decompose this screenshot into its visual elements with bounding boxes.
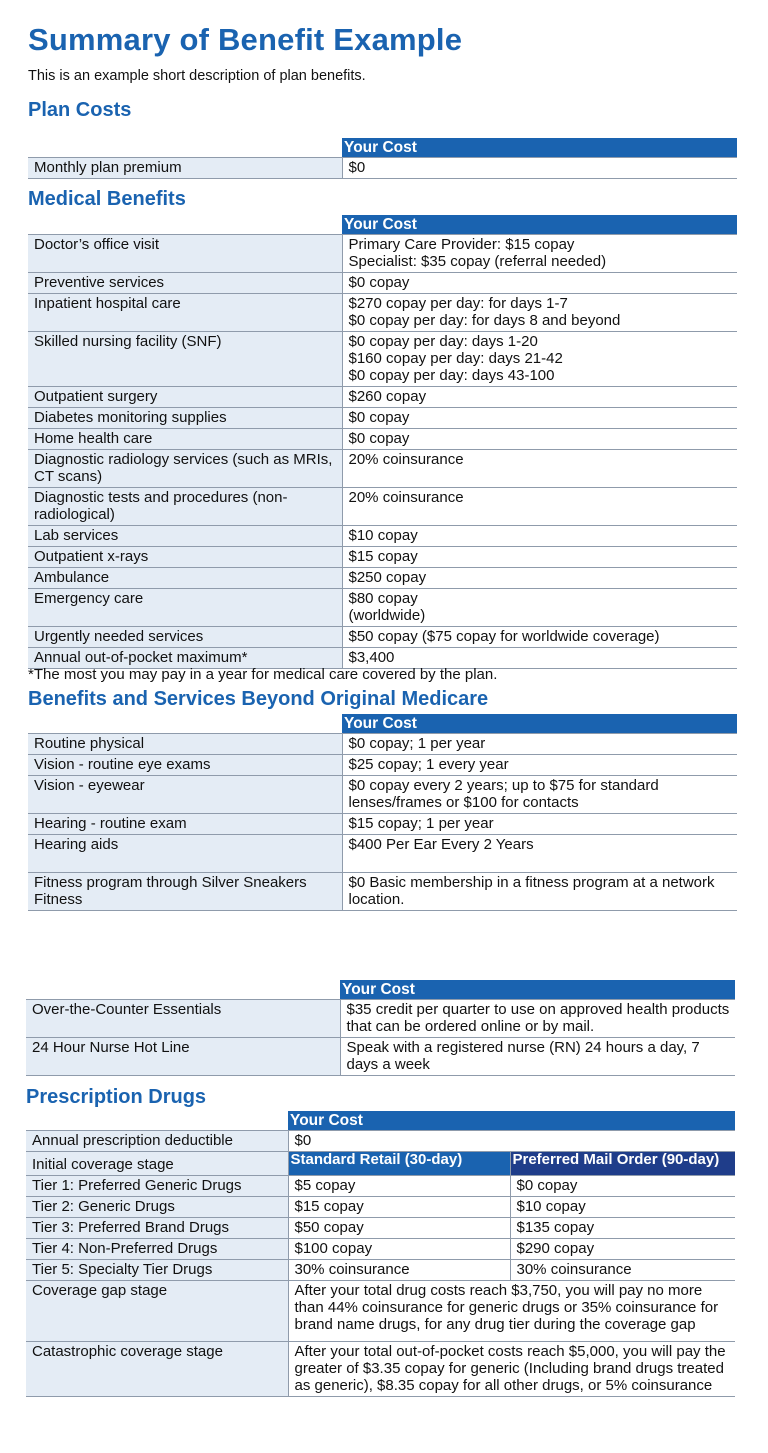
benefit-label: Preventive services [28, 273, 342, 294]
section-prescription-drugs: Prescription Drugs [26, 1086, 207, 1108]
benefit-cost [342, 873, 737, 911]
benefit-label: Diagnostic radiology services (such as MRIs, CT scans) [28, 450, 342, 488]
table-row [28, 873, 737, 911]
cost-line: $0 copay per day: days 1-20 [348, 333, 538, 350]
table-row [28, 734, 737, 755]
cost-line: $10 copay [348, 527, 418, 544]
initial-coverage-label: Initial coverage stage [26, 1152, 288, 1176]
table-row [28, 755, 737, 776]
table-row [28, 235, 737, 273]
your-cost-header: Your Cost [342, 138, 737, 158]
section-plan-costs: Plan Costs [28, 99, 132, 121]
table-row [28, 450, 737, 488]
cost-line: $0 copay [348, 274, 410, 291]
table-row [26, 1038, 735, 1076]
tier-retail: $15 copay [288, 1197, 510, 1218]
your-cost-header: Your Cost [288, 1111, 735, 1131]
benefit-cost [342, 627, 737, 648]
table-row [26, 1000, 735, 1038]
medical-benefits-table [28, 215, 737, 669]
cost-line: $0 copay per day: days 43-100 [348, 367, 555, 384]
cost-line: $0 copay [348, 430, 410, 447]
tier-label: Tier 1: Preferred Generic Drugs [26, 1176, 288, 1197]
cost-line: $400 Per Ear Every 2 Years [348, 836, 534, 853]
tier-label: Tier 3: Preferred Brand Drugs [26, 1218, 288, 1239]
preferred-mail-order-header: Preferred Mail Order (90-day) [510, 1152, 735, 1176]
benefit-cost [342, 273, 737, 294]
cost-line: $0 copay [348, 409, 410, 426]
standard-retail-header: Standard Retail (30-day) [288, 1152, 510, 1176]
page-subtitle: This is an example short description of plan benefits. [28, 68, 366, 84]
cost-line: $0 copay per day: for days 8 and beyond [348, 312, 621, 329]
cost-line: $35 credit per quarter to use on approved health products that can be ordered online or by mail. [346, 1001, 730, 1035]
benefit-cost [342, 488, 737, 526]
benefit-label: Inpatient hospital care [28, 294, 342, 332]
benefit-cost [342, 734, 737, 755]
cost-line: $80 copay [348, 590, 418, 607]
benefit-label: Vision - routine eye exams [28, 755, 342, 776]
beyond-medicare-table [28, 714, 737, 911]
table-row [28, 568, 737, 589]
page-title: Summary of Benefit Example [28, 22, 463, 57]
cost-line: Speak with a registered nurse (RN) 24 hours a day, 7 days a week [346, 1039, 700, 1073]
cost-line: 20% coinsurance [348, 489, 464, 506]
benefit-cost [342, 235, 737, 273]
benefit-label: Diabetes monitoring supplies [28, 408, 342, 429]
table-row [28, 294, 737, 332]
benefit-label: Diagnostic tests and procedures (non-radiological) [28, 488, 342, 526]
deductible-value: $0 [288, 1131, 735, 1152]
cost-line: $260 copay [348, 388, 427, 405]
benefit-label: Over-the-Counter Essentials [26, 1000, 340, 1038]
benefit-label: Doctor’s office visit [28, 235, 342, 273]
benefit-label: Hearing - routine exam [28, 814, 342, 835]
benefit-cost [342, 158, 737, 179]
tier-mail: $135 copay [510, 1218, 735, 1239]
benefit-label: Annual out-of-pocket maximum* [28, 648, 342, 669]
deductible-label: Annual prescription deductible [26, 1131, 288, 1152]
tier-retail: 30% coinsurance [288, 1260, 510, 1281]
your-cost-header: Your Cost [342, 215, 737, 235]
benefit-cost [342, 408, 737, 429]
your-cost-header: Your Cost [342, 714, 737, 734]
section-beyond-medicare: Benefits and Services Beyond Original Medicare [28, 688, 489, 710]
benefit-cost [342, 387, 737, 408]
benefit-label: 24 Hour Nurse Hot Line [26, 1038, 340, 1076]
cost-line: $50 copay ($75 copay for worldwide coverage) [348, 628, 660, 645]
benefit-cost [340, 1000, 735, 1038]
benefit-label: Hearing aids [28, 835, 342, 873]
benefit-cost [342, 332, 737, 387]
benefit-cost [342, 755, 737, 776]
your-cost-header: Your Cost [340, 980, 735, 1000]
table-row [28, 547, 737, 568]
table-row [28, 158, 737, 179]
cost-line: $0 copay every 2 years; up to $75 for standard lenses/frames or $100 for contacts [348, 777, 659, 811]
extra-services-table [26, 980, 735, 1076]
table-row [28, 429, 737, 450]
benefit-cost [342, 547, 737, 568]
cost-line: $3,400 [348, 649, 395, 666]
benefit-cost [342, 835, 737, 873]
benefit-label: Outpatient x-rays [28, 547, 342, 568]
benefit-label: Emergency care [28, 589, 342, 627]
tier-retail: $100 copay [288, 1239, 510, 1260]
benefit-label: Routine physical [28, 734, 342, 755]
tier-retail: $50 copay [288, 1218, 510, 1239]
benefit-label: Lab services [28, 526, 342, 547]
benefit-cost [342, 429, 737, 450]
tier-mail: 30% coinsurance [510, 1260, 735, 1281]
tier-label: Tier 5: Specialty Tier Drugs [26, 1260, 288, 1281]
benefit-cost [342, 568, 737, 589]
benefit-label: Skilled nursing facility (SNF) [28, 332, 342, 387]
cost-line: $160 copay per day: days 21-42 [348, 350, 563, 367]
benefit-cost [342, 814, 737, 835]
table-row [28, 589, 737, 627]
cost-line: $15 copay; 1 per year [348, 815, 494, 832]
table-row [28, 776, 737, 814]
table-row [28, 627, 737, 648]
cost-line: Specialist: $35 copay (referral needed) [348, 253, 607, 270]
cost-line: $0 copay; 1 per year [348, 735, 486, 752]
tier-mail: $10 copay [510, 1197, 735, 1218]
cost-line: $25 copay; 1 every year [348, 756, 509, 773]
benefit-label: Fitness program through Silver Sneakers Fitness [28, 873, 342, 911]
footnote: *The most you may pay in a year for medical care covered by the plan. [28, 666, 498, 683]
table-row [28, 814, 737, 835]
benefit-label: Outpatient surgery [28, 387, 342, 408]
table-row [28, 273, 737, 294]
benefit-label: Ambulance [28, 568, 342, 589]
tier-mail: $290 copay [510, 1239, 735, 1260]
catastrophic-value: After your total out-of-pocket costs reach $5,000, you will pay the greater of $3.35 copay for generic (Including brand drugs treated as generic), $8.35 copay for all other drugs, or 5% coinsurance [288, 1342, 735, 1397]
catastrophic-label: Catastrophic coverage stage [26, 1342, 288, 1397]
table-row [28, 488, 737, 526]
benefit-cost [342, 589, 737, 627]
cost-line: $15 copay [348, 548, 418, 565]
benefit-cost [342, 526, 737, 547]
cost-line: Primary Care Provider: $15 copay [348, 236, 575, 253]
tier-label: Tier 4: Non-Preferred Drugs [26, 1239, 288, 1260]
benefit-label: Urgently needed services [28, 627, 342, 648]
table-row [28, 526, 737, 547]
table-row [28, 332, 737, 387]
table-row [28, 387, 737, 408]
benefit-label: Vision - eyewear [28, 776, 342, 814]
table-row [28, 408, 737, 429]
section-medical-benefits: Medical Benefits [28, 188, 186, 210]
table-row [28, 835, 737, 873]
cost-line: $270 copay per day: for days 1-7 [348, 295, 568, 312]
cost-line: 20% coinsurance [348, 451, 464, 468]
tier-mail: $0 copay [510, 1176, 735, 1197]
plan-costs-table [28, 138, 737, 179]
benefit-cost [342, 450, 737, 488]
cost-line: $0 Basic membership in a fitness program at a network location. [348, 874, 715, 908]
cost-line: $0 [348, 159, 366, 176]
coverage-gap-value: After your total drug costs reach $3,750, you will pay no more than 44% coinsurance for generic drugs or 35% coinsurance for brand name drugs, for any drug tier during the coverage gap [288, 1281, 735, 1342]
tier-label: Tier 2: Generic Drugs [26, 1197, 288, 1218]
benefit-cost [340, 1038, 735, 1076]
benefit-label: Monthly plan premium [28, 158, 342, 179]
benefit-label: Home health care [28, 429, 342, 450]
coverage-gap-label: Coverage gap stage [26, 1281, 288, 1342]
cost-line: (worldwide) [348, 607, 426, 624]
tier-retail: $5 copay [288, 1176, 510, 1197]
benefit-cost [342, 294, 737, 332]
prescription-drugs-table [26, 1111, 735, 1397]
cost-line: $250 copay [348, 569, 427, 586]
benefit-cost [342, 776, 737, 814]
